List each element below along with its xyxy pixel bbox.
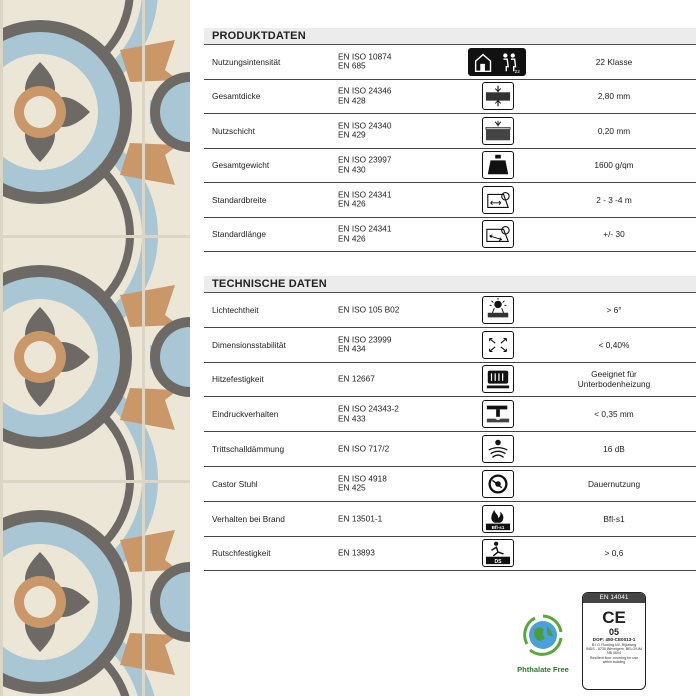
row-value: 2,80 mm (597, 91, 631, 102)
row-label: Eindruckverhalten (212, 409, 279, 420)
dimensional-stability-icon (482, 331, 514, 359)
ce-marking-card (582, 592, 646, 690)
table-row (204, 218, 696, 253)
row-standard: EN ISO 24346 EN 428 (338, 85, 392, 106)
ce-year: 05 (608, 627, 619, 637)
row-value: < 0,40% (598, 339, 630, 350)
row-value: 1600 g/qm (594, 160, 634, 171)
table-row (204, 328, 696, 363)
weight-icon (482, 151, 514, 179)
row-value: > 6° (606, 304, 622, 315)
table-row (204, 397, 696, 432)
house-usage-class-icon (468, 48, 526, 76)
slip-resistance-icon (482, 539, 514, 567)
row-label: Nutzschicht (212, 125, 255, 136)
svg-text:DS: DS (494, 559, 502, 566)
indentation-icon (482, 400, 514, 428)
row-label: Trittschalldämmung (212, 444, 285, 455)
row-standard: EN ISO 24341 EN 426 (338, 189, 392, 209)
phthalate-free-label: Phthalate Free (517, 665, 569, 674)
row-label: Gesamtgewicht (212, 160, 270, 171)
table-row (204, 537, 696, 572)
produktdaten-section (204, 28, 696, 252)
row-label: Castor Stuhl (212, 478, 258, 489)
table-row (204, 80, 696, 115)
row-value: 2 - 3 -4 m (596, 194, 632, 205)
row-value: < 0,35 mm (594, 409, 634, 420)
recycle-globe-icon (520, 612, 566, 658)
row-standard: EN ISO 10874 EN 685 (338, 51, 392, 71)
table-row (204, 432, 696, 467)
row-standard: EN 12667 (338, 373, 375, 384)
underfloor-heating-icon (482, 365, 514, 393)
ce-manufacturer: B.I.G Flooring NV, Rijksweg (591, 642, 637, 647)
table-row (204, 467, 696, 502)
row-label: Lichtechtheit (212, 304, 259, 315)
row-standard: EN ISO 23997 EN 430 (338, 154, 392, 175)
row-label: Verhalten bei Brand (212, 513, 285, 524)
phthalate-free-badge (508, 612, 578, 674)
total-thickness-icon (482, 82, 514, 110)
impact-sound-icon (482, 435, 514, 463)
row-label: Gesamtdicke (212, 91, 261, 102)
roll-length-icon (482, 220, 514, 248)
row-value: Dauernutzung (587, 478, 641, 489)
ce-mark: CE (602, 608, 626, 627)
section-title: PRODUKTDATEN (204, 28, 696, 45)
table-row (204, 114, 696, 149)
section-title: TECHNISCHE DATEN (204, 276, 696, 293)
row-value: 22 Klasse (595, 56, 633, 67)
ce-notified-body: NB 0604 (607, 651, 621, 656)
fire-behaviour-icon (482, 505, 514, 533)
svg-text:Bfl-s1: Bfl-s1 (491, 524, 505, 530)
wear-layer-icon (482, 117, 514, 145)
table-row (204, 45, 696, 80)
certification-badges (508, 592, 696, 696)
row-standard: EN ISO 24341 EN 426 (338, 223, 392, 244)
technische-daten-section (204, 276, 696, 571)
row-value: +/- 30 (603, 229, 625, 240)
svg-text:22: 22 (514, 68, 520, 74)
row-value: Geeignet für Unterbodenheizung (577, 369, 651, 390)
roll-width-icon (482, 186, 514, 214)
row-standard: EN ISO 4918 EN 425 (338, 473, 387, 493)
row-standard: EN ISO 105 B02 (338, 304, 400, 315)
table-row (204, 293, 696, 328)
row-value: 0,20 mm (597, 125, 631, 136)
row-standard: EN ISO 24343-2 EN 433 (338, 403, 399, 424)
ce-description: Resilient floor covering for use within building (589, 655, 639, 665)
row-value: 16 dB (603, 444, 625, 455)
row-standard: EN ISO 24340 EN 429 (338, 120, 392, 140)
row-value: > 0,6 (604, 548, 624, 559)
row-label: Standardlänge (212, 229, 266, 240)
row-label: Dimensionsstabilität (212, 339, 286, 350)
row-standard: EN ISO 717/2 (338, 443, 390, 454)
table-row (204, 363, 696, 398)
table-row (204, 149, 696, 184)
castor-chair-icon (482, 470, 514, 498)
row-standard: EN 13893 (338, 547, 375, 558)
row-label: Hitzefestigkeit (212, 374, 264, 385)
light-fastness-icon (482, 296, 514, 324)
row-label: Rutschfestigkeit (212, 548, 271, 559)
table-row (204, 502, 696, 537)
row-standard: EN ISO 23999 EN 434 (338, 334, 392, 354)
decorative-tile-image (0, 0, 190, 696)
ce-dop: DOP: 450-CE0013-1 (592, 637, 636, 642)
row-value: Bfl-s1 (603, 513, 625, 524)
row-label: Nutzungsintensität (212, 56, 281, 67)
ce-standard-label: EN 14041 (583, 593, 645, 603)
ce-address: INDS - 8730 Wevelgem, BELGIUM (586, 646, 642, 651)
tile-pattern-graphic (0, 0, 190, 696)
row-label: Standardbreite (212, 194, 267, 205)
table-row (204, 183, 696, 218)
row-standard: EN 13501-1 (338, 512, 383, 523)
product-data-panel (204, 28, 696, 571)
